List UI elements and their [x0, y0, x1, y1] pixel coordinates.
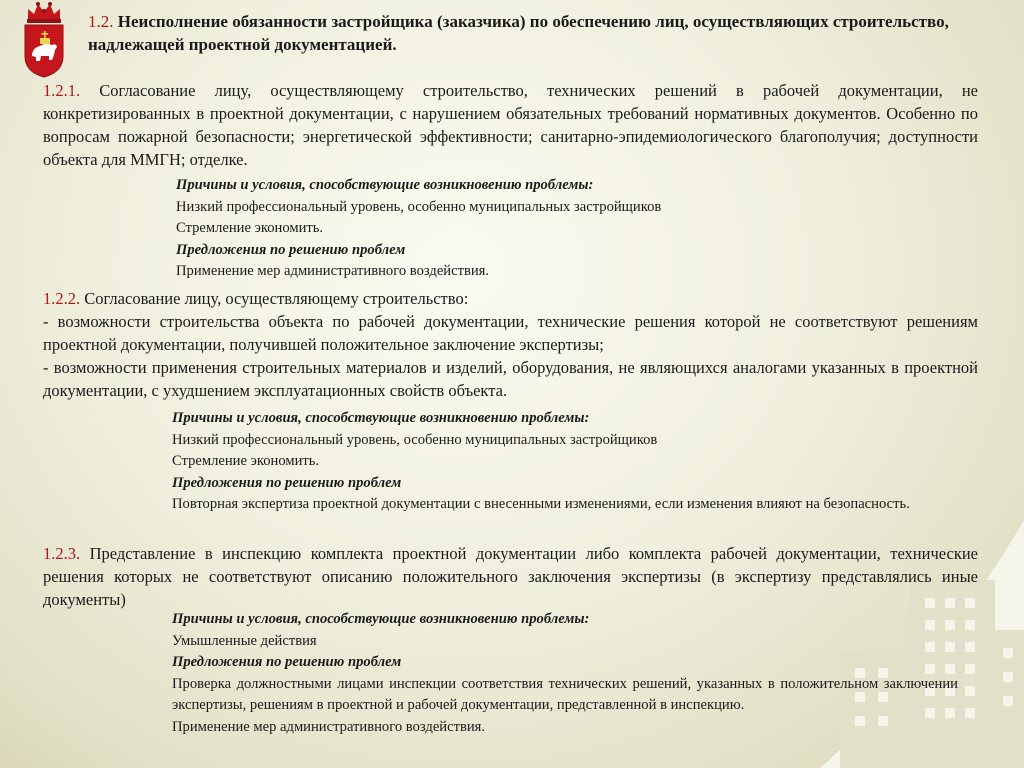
proposal-item: Повторная экспертиза проектной документации с внесенными изменениями, если изменения влияют на безопасность. [172, 496, 910, 512]
section-number: 1.2.1. [43, 81, 81, 100]
section-text: Согласование лицу, осуществляющему строительство, технических решений в рабочей документации, не конкретизированных в проектной документации, с нарушением обязательных требований нормативных документов. Особенно по вопросам пожарной безопасности; энергетической эффективности; санитарно-эпидемиологического благополучия; доступности объекта для ММГН; отделке. [43, 81, 979, 169]
section-1-2-1 [43, 79, 978, 171]
proposals-header: Предложения по решению проблем [176, 241, 406, 258]
causes-header: Причины и условия, способствующие возникновению проблемы: [172, 410, 590, 426]
section-1-2-3 [43, 542, 978, 611]
section-list-item: - возможности применения строительных материалов и изделий, оборудования, не являющихся аналогами указанных в проектной документации, с ухудшением эксплуатационных свойств объекта. [43, 358, 978, 400]
causes-header: Причины и условия, способствующие возникновению проблемы: [172, 611, 590, 627]
section-1-2-3-details [172, 609, 958, 738]
section-number: 1.2.3. [43, 544, 81, 563]
section-1-2-2-details [172, 408, 972, 516]
proposals-header: Предложения по решению проблем [172, 474, 402, 491]
section-number: 1.2.2. [43, 289, 81, 308]
title-number: 1.2. [88, 12, 114, 31]
proposal-item: Проверка должностными лицами инспекции соответствия технических решений, указанных в положительном заключении экспертизы, решениям в проектной и рабочей документации, представленной в инспекцию. [172, 675, 958, 713]
perm-krai-coat-of-arms-icon [22, 0, 66, 78]
cause-item: Стремление экономить. [176, 220, 324, 236]
cause-item: Стремление экономить. [172, 453, 320, 469]
page-title [88, 10, 988, 56]
proposal-item: Применение мер административного воздействия. [172, 718, 486, 735]
proposals-header: Предложения по решению проблем [172, 654, 402, 670]
section-text: Согласование лицу, осуществляющему строительство: [84, 289, 469, 308]
section-1-2-2 [43, 287, 978, 402]
cause-item: Низкий профессиональный уровень, особенно муниципальных застройщиков [176, 198, 662, 215]
cause-item: Умышленные действия [172, 632, 317, 649]
cause-item: Низкий профессиональный уровень, особенно муниципальных застройщиков [172, 431, 658, 448]
proposal-item: Применение мер административного воздействия. [176, 263, 490, 279]
section-text: Представление в инспекцию комплекта проектной документации либо комплекта рабочей документации, технические решения которых не соответствуют описанию положительного заключения экспертизы (в экспертизу представлялись иные документы) [43, 544, 978, 609]
section-1-2-1-details [176, 175, 796, 283]
section-list-item: - возможности строительства объекта по рабочей документации, технические решения которой не соответствуют решениям проектной документации, получившей положительное заключение экспертизы; [43, 312, 978, 354]
title-text: Неисполнение обязанности застройщика (заказчика) по обеспечению лиц, осуществляющих строительство, надлежащей проектной документацией. [88, 12, 949, 54]
causes-header: Причины и условия, способствующие возникновению проблемы: [176, 177, 594, 193]
